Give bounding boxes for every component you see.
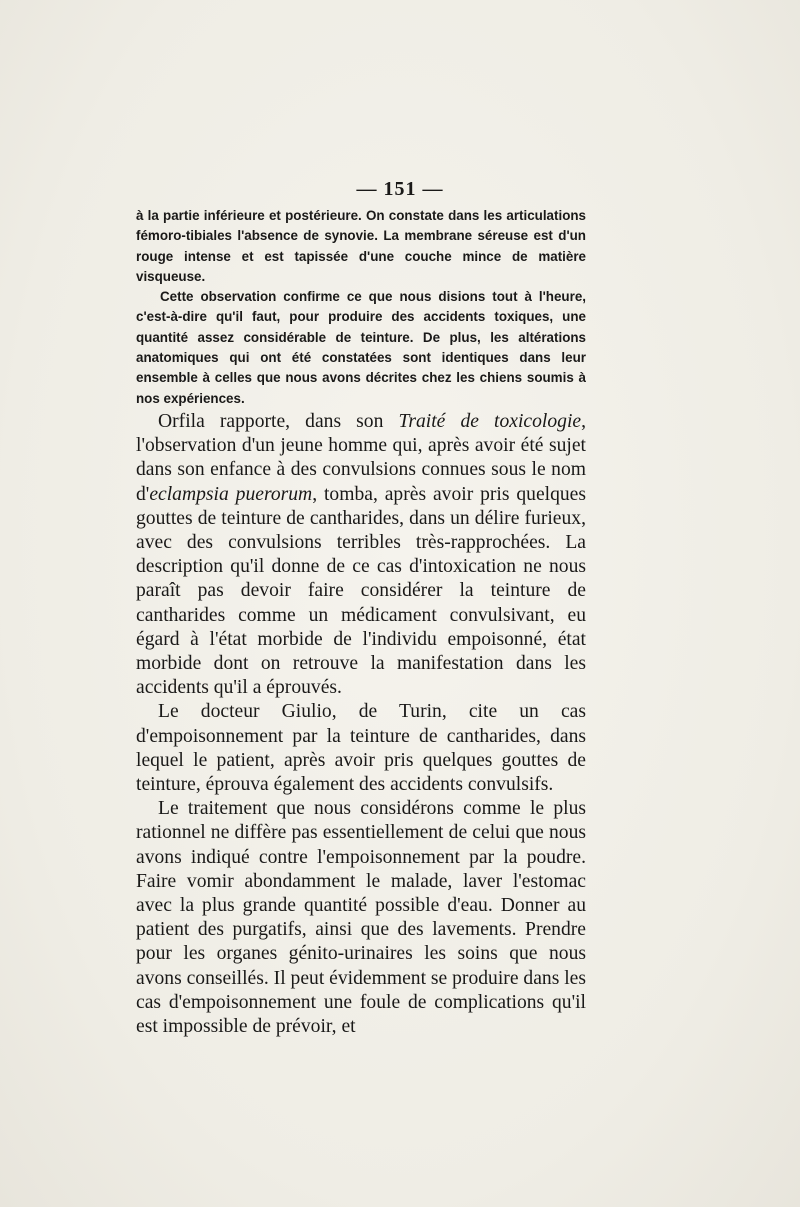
- observation-notes: [136, 206, 586, 409]
- book-title: Traité de toxicologie: [398, 411, 582, 432]
- note-paragraph: Cette observation confirme ce que nous disions tout à l'heure, c'est-à-dire qu'il faut, pour produire des accidents toxiques, une quantité assez considérable de teinture. De plus, les altérations anatomiques qui ont été constatées sont identiques dans leur ensemble à celles que nous avons décrites chez les chiens soumis à nos expériences.: [136, 289, 586, 406]
- text-run: , tomba, après avoir pris quelques gouttes de teinture de cantharides, dans un délire furieux, avec des convulsions terribles très-rapprochées. La description qu'il donne de ce cas d'intoxication ne nous paraît pas devoir faire considérer la teinture de cantharides comme un médicament convulsivant, eu égard à l'état morbide de l'individu empoisonné, état morbide dont on retrouve la manifestation dans les accidents qu'il a éprouvés.: [136, 483, 587, 699]
- note-paragraph: à la partie inférieure et postérieure. On constate dans les articulations fémoro-tibiales l'absence de synovie. La membrane séreuse est d'un rouge intense et est tapissée d'une couche mince de matière visqueuse.: [136, 208, 586, 284]
- main-text: [136, 410, 586, 1039]
- text-run: , l'observation d'un jeune homme qui, après avoir été sujet dans son enfance à des convulsions connues sous le nom d': [136, 411, 586, 505]
- body-paragraph: Le traitement que nous considérons comme le plus rationnel ne diffère pas essentiellement de celui que nous avons indiqué contre l'empoisonnement par la poudre. Faire vomir abondamment le malade, laver l'estomac avec la plus grande quantité possible d'eau. Donner au patient des purgatifs, ainsi que des lavements. Prendre pour les organes génito-urinaires les soins que nous avons conseillés. Il peut évidemment se produire dans les cas d'empoisonnement une foule de complications qu'il est impossible de prévoir, et: [136, 798, 586, 1038]
- latin-term: eclampsia puerorum: [149, 483, 313, 505]
- text-run: Orfila rapporte, dans son: [158, 411, 399, 432]
- body-paragraph: [136, 410, 586, 700]
- body-paragraph: Le docteur Giulio, de Turin, cite un cas d'empoisonnement par la teinture de cantharides, dans lequel le patient, après avoir pris quelques gouttes de teinture, éprouva également des accidents convulsifs.: [136, 701, 586, 796]
- page-number: — 151 —: [356, 178, 444, 200]
